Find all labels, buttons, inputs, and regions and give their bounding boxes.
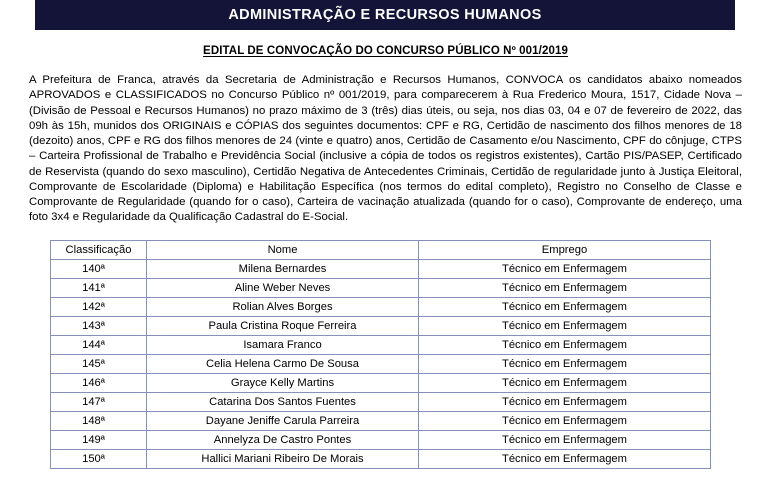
cell-emprego: Técnico em Enfermagem xyxy=(419,336,711,355)
cell-classificacao: 146ª xyxy=(51,374,147,393)
cell-emprego: Técnico em Enfermagem xyxy=(419,279,711,298)
cell-classificacao: 144ª xyxy=(51,336,147,355)
candidates-table-container xyxy=(50,240,710,469)
cell-emprego: Técnico em Enfermagem xyxy=(419,431,711,450)
cell-emprego: Técnico em Enfermagem xyxy=(419,450,711,469)
cell-classificacao: 148ª xyxy=(51,412,147,431)
cell-nome: Hallici Mariani Ribeiro De Morais xyxy=(147,450,419,469)
page-title: ADMINISTRAÇÃO E RECURSOS HUMANOS xyxy=(228,6,542,23)
cell-classificacao: 140ª xyxy=(51,260,147,279)
column-header-nome: Nome xyxy=(147,241,419,260)
cell-classificacao: 145ª xyxy=(51,355,147,374)
cell-nome: Milena Bernardes xyxy=(147,260,419,279)
cell-nome: Isamara Franco xyxy=(147,336,419,355)
cell-emprego: Técnico em Enfermagem xyxy=(419,260,711,279)
table-header-row xyxy=(51,241,711,260)
cell-nome: Grayce Kelly Martins xyxy=(147,374,419,393)
table-header xyxy=(51,241,711,260)
edital-subtitle: EDITAL DE CONVOCAÇÃO DO CONCURSO PÚBLICO Nº 001/2019 xyxy=(203,45,568,57)
cell-classificacao: 142ª xyxy=(51,298,147,317)
cell-classificacao: 149ª xyxy=(51,431,147,450)
header-banner xyxy=(35,0,735,30)
table-row xyxy=(51,279,711,298)
cell-nome: Aline Weber Neves xyxy=(147,279,419,298)
cell-classificacao: 141ª xyxy=(51,279,147,298)
cell-emprego: Técnico em Enfermagem xyxy=(419,374,711,393)
table-body xyxy=(51,260,711,469)
cell-classificacao: 143ª xyxy=(51,317,147,336)
table-row xyxy=(51,412,711,431)
cell-emprego: Técnico em Enfermagem xyxy=(419,355,711,374)
cell-nome: Dayane Jeniffe Carula Parreira xyxy=(147,412,419,431)
table-row xyxy=(51,431,711,450)
column-header-emprego: Emprego xyxy=(419,241,711,260)
cell-classificacao: 147ª xyxy=(51,393,147,412)
cell-emprego: Técnico em Enfermagem xyxy=(419,393,711,412)
table-row xyxy=(51,317,711,336)
cell-nome: Paula Cristina Roque Ferreira xyxy=(147,317,419,336)
column-header-classificacao: Classificação xyxy=(51,241,147,260)
table-row xyxy=(51,336,711,355)
cell-nome: Catarina Dos Santos Fuentes xyxy=(147,393,419,412)
table-row xyxy=(51,450,711,469)
table-row xyxy=(51,355,711,374)
table-row xyxy=(51,374,711,393)
table-row xyxy=(51,298,711,317)
cell-emprego: Técnico em Enfermagem xyxy=(419,317,711,336)
candidates-table xyxy=(50,240,711,469)
cell-emprego: Técnico em Enfermagem xyxy=(419,298,711,317)
cell-emprego: Técnico em Enfermagem xyxy=(419,412,711,431)
cell-nome: Celia Helena Carmo De Sousa xyxy=(147,355,419,374)
body-paragraph: A Prefeitura de Franca, através da Secretaria de Administração e Recursos Humanos, CONVOCA os candidatos abaixo nomeados APROVADOS e CLASSIFICADOS no Concurso Público nº 001/2019, para comparecerem à Rua Frederico Moura, 1517, Cidade Nova – (Divisão de Pessoal e Recursos Humanos) no prazo máximo de 3 (três) dias úteis, ou seja, nos dias 03, 04 e 07 de fevereiro de 2022, das 09h às 15h, munidos dos ORIGINAIS e CÓPIAS dos seguintes documentos: CPF e RG, Certidão de nascimento dos filhos menores de 18 (dezoito) anos, CPF e RG dos filhos menores de 24 (vinte e quatro) anos, Certidão de Casamento e/ou Nascimento, CPF do cônjuge, CTPS – Carteira Profissional de Trabalho e Previdência Social (inclusive a cópia de todos os registros existentes), Cartão PIS/PASEP, Certificado de Reservista (quando do sexo masculino), Certidão Negativa de Antecedentes Criminais, Certidão de regularidade junto à Justiça Eleitoral, Comprovante de Escolaridade (Diploma) e Habilitação Específica (nos termos do edital completo), Registro no Conselho de Classe e Comprovante de Regularidade (quando for o caso), Carteira de vacinação atualizada (quando for o caso), Comprovante de endereço, uma foto 3x4 e Regularidade da Qualificação Cadastral do E-Social. xyxy=(29,74,742,224)
cell-nome: Annelyza De Castro Pontes xyxy=(147,431,419,450)
cell-classificacao: 150ª xyxy=(51,450,147,469)
table-row xyxy=(51,260,711,279)
cell-nome: Rolian Alves Borges xyxy=(147,298,419,317)
subtitle-container xyxy=(0,41,771,59)
table-row xyxy=(51,393,711,412)
